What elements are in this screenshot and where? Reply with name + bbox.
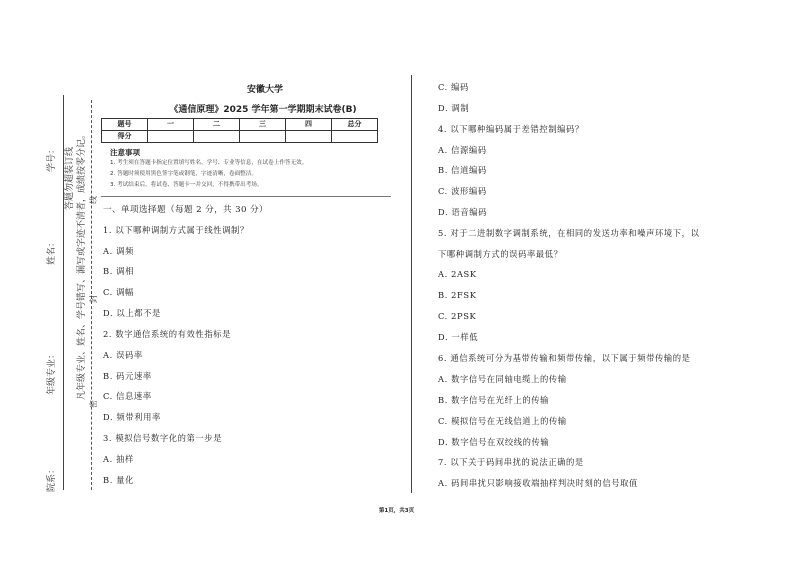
question-line: 6. 通信系统可分为基带传输和频带传输，以下属于频带传输的是 xyxy=(438,353,691,363)
option-line: D. 以上都不是 xyxy=(103,308,161,318)
column-divider xyxy=(411,75,412,493)
student-id-label: 学号： xyxy=(47,144,57,172)
option-line: C. 调幅 xyxy=(103,287,134,297)
score-header-cell: 二 xyxy=(194,119,240,131)
seal-mark-1: 密 xyxy=(89,400,98,408)
score-table-header-row xyxy=(102,119,378,131)
score-cell xyxy=(194,131,240,143)
option-line: B. 调相 xyxy=(103,266,134,276)
option-line: D. 频带利用率 xyxy=(103,412,161,422)
score-header-cell: 四 xyxy=(286,119,332,131)
option-line: D. 一样低 xyxy=(438,332,479,342)
notice-item: 3. 考试结束后，将试卷、答题卡一并交回，不得携带出考场。 xyxy=(110,182,263,188)
notice-item: 2. 答题时须使用黑色签字笔或钢笔，字迹清晰，卷面整洁。 xyxy=(110,171,257,177)
question-line: 1. 以下哪种调制方式属于线性调制？ xyxy=(103,225,249,235)
question-line: 5. 对于二进制数字调制系统，在相同的发送功率和噪声环境下，以 xyxy=(438,228,700,238)
question-line: 7. 以下关于码间串扰的说法正确的是 xyxy=(438,457,584,467)
section-heading: 一、单项选择题（每题 2 分，共 30 分） xyxy=(103,205,269,215)
option-line: B. 码元速率 xyxy=(103,371,152,381)
notice-item: 1. 考生须在答题卡指定位置填写姓名、学号、专业等信息，在试卷上作答无效。 xyxy=(110,160,308,166)
name-label: 姓名： xyxy=(47,237,57,265)
score-header-cell: 一 xyxy=(148,119,194,131)
option-line: A. 信源编码 xyxy=(438,145,487,155)
option-line: C. 模拟信号在无线信道上的传输 xyxy=(438,416,567,426)
option-line: A. 2ASK xyxy=(438,269,477,279)
school-name: 安徽大学 xyxy=(246,85,283,95)
score-header-cell: 题号 xyxy=(102,119,148,131)
seal-mark-2: 封 xyxy=(89,295,98,303)
score-table xyxy=(101,118,378,143)
score-header-cell: 三 xyxy=(240,119,286,131)
option-line: B. 数字信号在光纤上的传输 xyxy=(438,395,550,405)
score-cell xyxy=(286,131,332,143)
option-line: A. 抽样 xyxy=(103,454,134,464)
option-line: A. 码间串扰只影响接收端抽样判决时刻的信号取值 xyxy=(438,478,638,488)
binding-warning-1: 答题勿超装订线 xyxy=(65,146,75,210)
question-line: 2. 数字通信系统的有效性指标是 xyxy=(103,329,232,339)
score-table-score-row xyxy=(102,131,378,143)
binding-solid-line xyxy=(63,95,64,490)
option-line: A. 数字信号在同轴电缆上的传输 xyxy=(438,374,567,384)
option-line: A. 误码率 xyxy=(103,350,143,360)
binding-warning-2: 凡年级专业、姓名、学号错写、漏写或字迹不清者，成绩按零分记。 xyxy=(77,129,87,400)
option-line: C. 信息速率 xyxy=(103,391,152,401)
question-line: 4. 以下哪种编码属于差错控制编码？ xyxy=(438,124,584,134)
score-cell xyxy=(240,131,286,143)
option-line: C. 波形编码 xyxy=(438,186,487,196)
option-line: A. 调频 xyxy=(103,246,134,256)
option-line: C. 编码 xyxy=(438,82,469,92)
option-line: D. 语音编码 xyxy=(438,207,488,217)
score-cell xyxy=(332,131,378,143)
major-label: 年级专业： xyxy=(47,349,57,395)
score-cell xyxy=(148,131,194,143)
option-line: B. 量化 xyxy=(103,475,134,485)
option-line: D. 调制 xyxy=(438,103,470,113)
option-line: D. 数字信号在双绞线的传输 xyxy=(438,437,550,447)
score-header-cell: 总分 xyxy=(332,119,378,131)
question-line: 3. 模拟信号数字化的第一步是 xyxy=(103,433,223,443)
college-label: 院系： xyxy=(47,464,57,492)
option-line: B. 2FSK xyxy=(438,290,477,300)
score-row-label: 得分 xyxy=(102,131,148,143)
option-line: C. 2PSK xyxy=(438,311,477,321)
notice-title: 注意事项 xyxy=(110,148,140,157)
page-number: 第1页，共3页 xyxy=(378,508,415,514)
question-line: 下哪种调制方式的误码率最低？ xyxy=(438,249,563,259)
header-separator xyxy=(101,196,391,197)
option-line: B. 信道编码 xyxy=(438,165,487,175)
exam-title: 《通信原理》2025 学年第一学期期末试卷(B) xyxy=(169,105,357,115)
seal-mark-3: 线 xyxy=(89,196,98,204)
